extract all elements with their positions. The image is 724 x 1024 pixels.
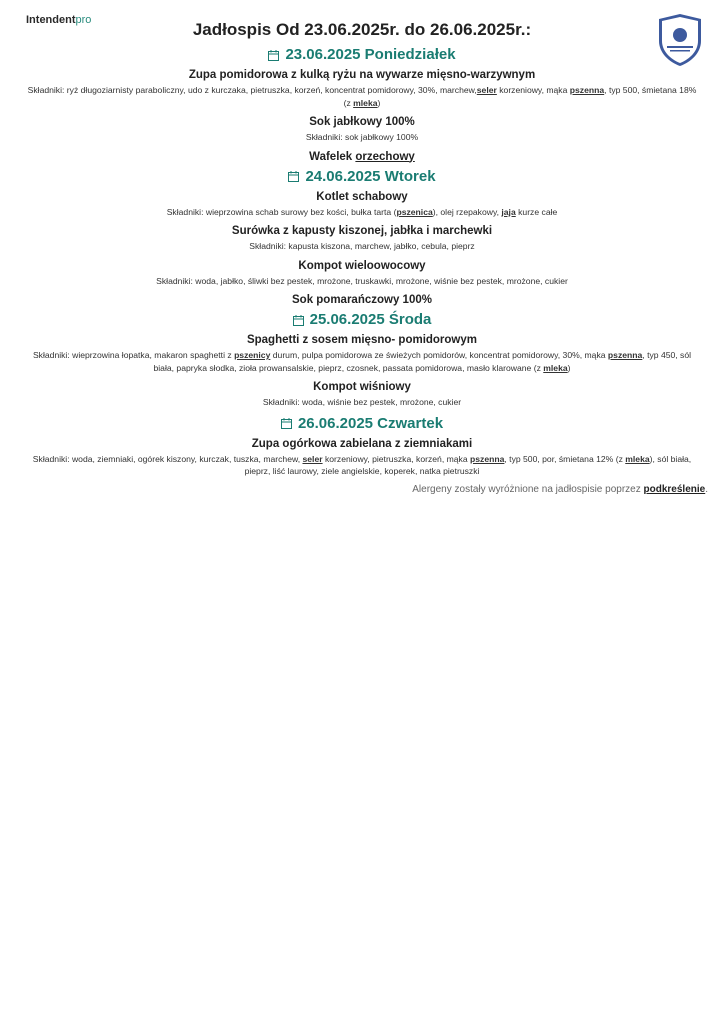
allergen: seler xyxy=(476,85,497,95)
dish-ingredients xyxy=(20,349,704,374)
allergen: mleka xyxy=(625,453,650,464)
ingredient-text: ) xyxy=(567,362,571,373)
allergen: orzechowy xyxy=(355,150,415,163)
dish-name: Kompot wieloowocowy xyxy=(298,259,426,272)
calendar-icon xyxy=(268,50,279,61)
calendar-icon xyxy=(293,315,304,326)
calendar-icon xyxy=(288,171,299,182)
allergen: pszenna xyxy=(470,453,505,464)
ingredient-text: kurze całe xyxy=(515,206,558,217)
allergen: jaja xyxy=(501,206,516,217)
dish-name: Kompot wiśniowy xyxy=(313,381,411,393)
ingredient-text: durum, pulpa pomidorowa ze świeżych pomidorów, koncentrat pomidorowy, 30%, mąka xyxy=(270,350,608,360)
calendar-icon xyxy=(281,418,292,429)
allergen: pszenna xyxy=(569,85,605,95)
dish-ingredients xyxy=(20,206,704,219)
dish-ingredients xyxy=(20,240,704,253)
allergen: seler xyxy=(302,453,323,464)
ingredient-text: korzeniowy, mąka xyxy=(496,85,570,95)
dish-ingredients xyxy=(20,275,704,288)
ingredient-text: Składniki: woda, jabłko, śliwki bez pestek, mrożone, truskawki, mrożone, wiśnie bez pestek, mrożone, cukier xyxy=(156,275,568,286)
ingredient-text: ), olej rzepakowy, xyxy=(432,206,502,217)
menu-content xyxy=(20,44,704,482)
dish-name: Zupa ogórkowa zabielana z ziemniakami xyxy=(251,437,473,450)
ingredient-text: , typ 500, śmietana 18% (z xyxy=(343,85,697,108)
day-label: 24.06.2025 Wtorek xyxy=(305,167,436,185)
allergen-footnote xyxy=(412,484,708,495)
allergen: mleka xyxy=(543,362,568,373)
day-heading xyxy=(20,413,704,435)
dish-name: Kotlet schabowy xyxy=(316,190,408,203)
dish-ingredients xyxy=(20,396,704,409)
brand-name: Intendent xyxy=(26,14,76,26)
footnote-text: Alergeny zostały wyróżnione na jadłospisie poprzez xyxy=(412,484,644,495)
day-heading xyxy=(20,309,704,331)
ingredient-text: Składniki: kapusta kiszona, marchew, jabłko, cebula, pieprz xyxy=(249,241,475,251)
ingredient-text: ) xyxy=(377,97,381,108)
dish-name: Surówka z kapusty kiszonej, jabłka i marchewki xyxy=(231,225,493,237)
day-heading xyxy=(20,166,704,188)
allergen: pszenicy xyxy=(234,350,271,360)
footnote-end: . xyxy=(705,484,708,495)
dish-name xyxy=(20,148,704,166)
page-title: Jadłospis Od 23.06.2025r. do 26.06.2025r.: xyxy=(192,20,532,39)
day-label: 23.06.2025 Poniedziałek xyxy=(285,46,456,63)
allergen: pszenica xyxy=(396,206,433,217)
ingredient-text: Składniki: ryż długoziarnisty paraboliczny, udo z kurczaka, pietruszka, korzeń, koncentrat pomidorowy, 30%, marchew, xyxy=(27,85,477,95)
dish-ingredients xyxy=(20,453,704,478)
dish-ingredients xyxy=(20,84,704,109)
dish-name-text: Wafelek xyxy=(309,150,356,163)
ingredient-text: ), sól biała, pieprz, liść laurowy, ziele angielskie, koperek, natka pietruszki xyxy=(244,453,692,476)
dish-ingredients xyxy=(20,131,704,144)
ingredient-text: Składniki: wieprzowina łopatka, makaron spaghetti z xyxy=(32,350,235,360)
day-heading xyxy=(20,44,704,66)
dish-name: Zupa pomidorowa z kulką ryżu na wywarze mięsno-warzywnym xyxy=(188,69,536,81)
ingredient-text: korzeniowy, pietruszka, korzeń, mąka xyxy=(322,453,471,464)
dish-name: Sok pomarańczowy 100% xyxy=(292,294,432,306)
ingredient-text: Składniki: woda, ziemniaki, ogórek kiszony, kurczak, tuszka, marchew, xyxy=(32,453,303,464)
ingredient-text: Składniki: woda, wiśnie bez pestek, mrożone, cukier xyxy=(262,397,462,407)
ingredient-text: , typ 500, por, śmietana 12% (z xyxy=(504,453,626,464)
ingredient-text: , typ 450, sól biała, papryka słodka, zioła prowansalskie, pieprz, czosnek, passata pomidorowa, masło klarowane (z xyxy=(153,350,692,373)
allergen: pszenna xyxy=(607,350,643,360)
dish-name: Sok jabłkowy 100% xyxy=(309,116,415,128)
brand-suffix: pro xyxy=(75,14,92,26)
dish-name: Spaghetti z sosem mięsno- pomidorowym xyxy=(246,334,478,346)
allergen: mleka xyxy=(353,97,378,108)
day-label: 25.06.2025 Środa xyxy=(309,311,432,328)
ingredient-text: Składniki: sok jabłkowy 100% xyxy=(305,132,419,142)
footnote-emphasis: podkreślenie xyxy=(643,484,706,495)
day-label: 26.06.2025 Czwartek xyxy=(297,414,444,432)
ingredient-text: Składniki: wieprzowina schab surowy bez kości, bułka tarta ( xyxy=(166,206,397,217)
